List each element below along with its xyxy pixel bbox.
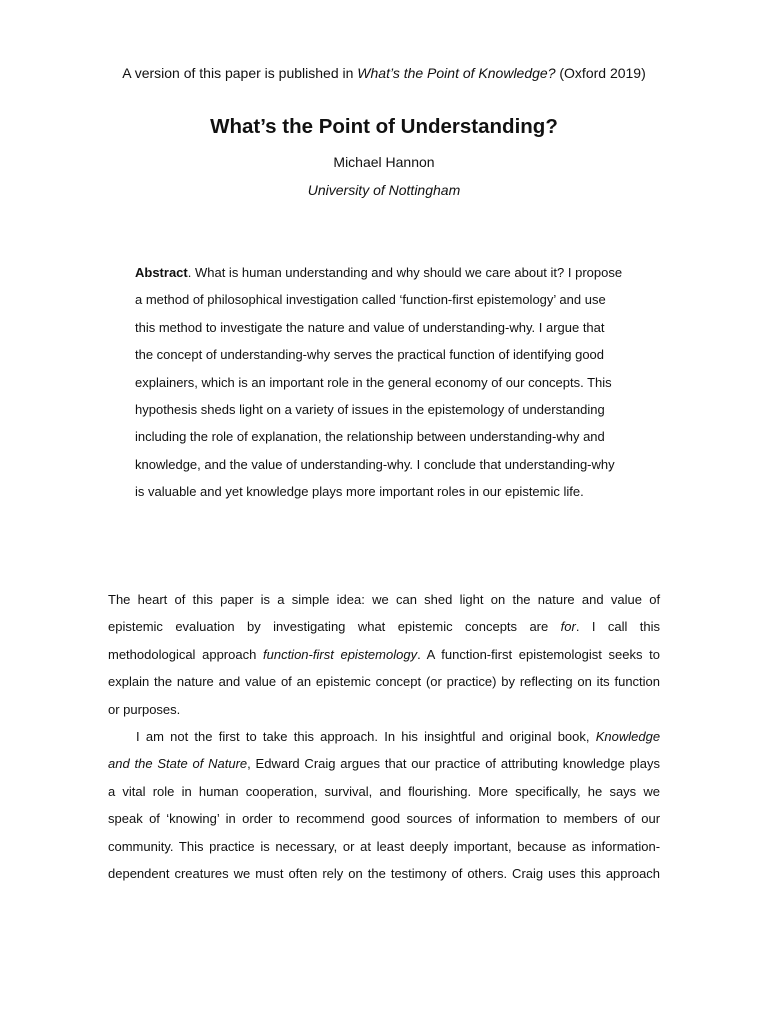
body-line: speak of ‘knowing’ in order to recommend good sources of information to members of our (108, 811, 661, 827)
publication-note (0, 63, 768, 83)
abstract-line: is valuable and yet knowledge plays more important roles in our epistemic life. (135, 484, 584, 500)
body-line: and the State of Nature, Edward Craig argues that our practice of attributing knowledge plays (108, 756, 661, 772)
body-line: I am not the first to take this approach. In his insightful and original book, Knowledge (136, 729, 661, 745)
paper-title: What’s the Point of Understanding? (210, 115, 558, 138)
abstract-line: explainers, which is an important role in the general economy of our concepts. This (135, 374, 612, 390)
body-line: epistemic evaluation by investigating what epistemic concepts are for. I call this (108, 619, 661, 635)
abstract-label: Abstract (135, 265, 188, 280)
abstract-line: this method to investigate the nature and value of understanding-why. I argue that (135, 319, 605, 335)
abstract-line: including the role of explanation, the relationship between understanding-why and (135, 429, 605, 445)
body-line: community. This practice is necessary, or at least deeply important, because as information- (108, 838, 661, 854)
body-line: dependent creatures we must often rely on the testimony of others. Craig uses this approach (108, 866, 661, 882)
publication-note-prefix: A version of this paper is published in (122, 65, 358, 81)
body-line: methodological approach function-first epistemology. A function-first epistemologist seeks to (108, 646, 660, 662)
author-affiliation: University of Nottingham (307, 182, 461, 198)
abstract-line: Abstract. What is human understanding and why should we care about it? I propose (135, 265, 623, 280)
abstract-line: knowledge, and the value of understanding-why. I conclude that understanding-why (135, 456, 615, 472)
body-line: The heart of this paper is a simple idea: we can shed light on the nature and value of (108, 592, 661, 607)
abstract-line: the concept of understanding-why serves the practical function of identifying good (135, 347, 605, 363)
author-name: Michael Hannon (333, 154, 435, 170)
body-line: or purposes. (108, 701, 181, 717)
abstract (135, 259, 633, 506)
body-line: a vital role in human cooperation, survival, and flourishing. More specifically, he says we (108, 783, 660, 799)
body-line: explain the nature and value of an epistemic concept (or practice) by reflecting on its function (108, 674, 661, 690)
publication-note-book-title: What’s the Point of Knowledge? (357, 65, 556, 81)
publication-note-suffix: (Oxford 2019) (555, 65, 646, 81)
body-text (108, 586, 660, 887)
abstract-line: a method of philosophical investigation called ‘function-first epistemology’ and use (135, 292, 606, 308)
abstract-line: hypothesis sheds light on a variety of issues in the epistemology of understanding (135, 402, 605, 418)
